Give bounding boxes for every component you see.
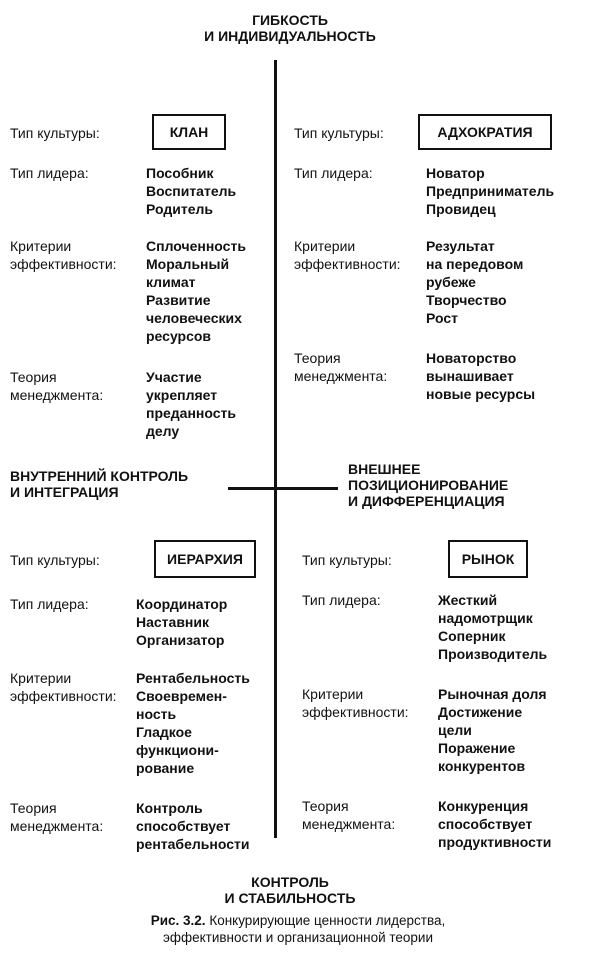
market-criteria-label: Критерии эффективности:: [302, 686, 409, 720]
bottom-axis-line1: КОНТРОЛЬ: [251, 874, 329, 890]
clan-theory-value: Участие укрепляет преданность делу: [146, 369, 236, 439]
market-leader-label: Тип лидера:: [302, 592, 381, 608]
caption-prefix: Рис. 3.2.: [150, 913, 206, 928]
market-criteria-value: Рыночная доля Достижение цели Поражение конкурентов: [438, 686, 547, 774]
left-axis-line2: И ИНТЕГРАЦИЯ: [10, 484, 119, 500]
hierarchy-criteria-value: Рентабельность Своевремен- ность Гладкое функциони- рование: [136, 670, 250, 776]
hierarchy-culture-box: ИЕРАРХИЯ: [154, 540, 256, 578]
figure-caption: [60, 912, 536, 946]
clan-criteria-value: Сплоченность Моральный климат Развитие человеческих ресурсов: [146, 238, 246, 344]
adhocracy-criteria-value: Результат на передовом рубеже Творчество Рост: [426, 238, 524, 326]
bottom-axis-line2: И СТАБИЛЬНОСТЬ: [224, 890, 356, 906]
right-axis-line3: И ДИФФЕРЕНЦИАЦИЯ: [348, 493, 505, 509]
bottom-axis-label: [150, 874, 430, 906]
hierarchy-theory-label: Теория менеджмента:: [10, 800, 104, 834]
right-axis-label: [348, 461, 558, 509]
adhocracy-culture-label: Тип культуры:: [294, 125, 384, 141]
adhocracy-criteria-label: Критерии эффективности:: [294, 238, 401, 272]
clan-criteria-label: Критерии эффективности:: [10, 238, 117, 272]
adhocracy-leader-label: Тип лидера:: [294, 165, 373, 181]
left-axis-line1: ВНУТРЕННИЙ КОНТРОЛЬ: [10, 468, 189, 484]
hierarchy-criteria-label: Критерии эффективности:: [10, 670, 117, 704]
vertical-axis-line: [274, 60, 277, 838]
clan-theory-label: Теория менеджмента:: [10, 369, 104, 403]
top-axis-line2: И ИНДИВИДУАЛЬНОСТЬ: [204, 28, 376, 44]
market-culture-label: Тип культуры:: [302, 552, 392, 568]
hierarchy-culture-label: Тип культуры:: [10, 552, 100, 568]
clan-culture-box: КЛАН: [152, 114, 226, 150]
right-axis-line2: ПОЗИЦИОНИРОВАНИЕ: [348, 477, 509, 493]
hierarchy-leader-label: Тип лидера:: [10, 596, 89, 612]
clan-leader-label: Тип лидера:: [10, 165, 89, 181]
caption-line1: [60, 912, 536, 929]
hierarchy-theory-value: Контроль способствует рентабельности: [136, 800, 250, 852]
market-culture-box: РЫНОК: [448, 540, 528, 578]
horizontal-axis-line: [228, 487, 338, 490]
caption-text-line1: Конкурирующие ценности лидерства,: [209, 913, 446, 928]
adhocracy-culture-box: АДХОКРАТИЯ: [418, 114, 552, 150]
market-theory-label: Теория менеджмента:: [302, 798, 396, 832]
clan-leader-value: Пособник Воспитатель Родитель: [146, 165, 237, 217]
adhocracy-theory-value: Новаторство вынашивает новые ресурсы: [426, 350, 536, 402]
left-axis-label: [10, 468, 240, 500]
market-leader-value: Жесткий надомотрщик Соперник Производитель: [438, 592, 548, 662]
caption-text-line2: эффективности и организационной теории: [162, 930, 434, 945]
top-axis-line1: ГИБКОСТЬ: [252, 12, 328, 28]
top-axis-label: [150, 12, 430, 44]
adhocracy-leader-value: Новатор Предприниматель Провидец: [426, 165, 555, 217]
hierarchy-leader-value: Координатор Наставник Организатор: [136, 596, 228, 648]
clan-culture-label: Тип культуры:: [10, 125, 100, 141]
right-axis-line1: ВНЕШНЕЕ: [348, 461, 421, 477]
market-theory-value: Конкуренция способствует продуктивности: [438, 798, 552, 850]
adhocracy-theory-label: Теория менеджмента:: [294, 350, 388, 384]
